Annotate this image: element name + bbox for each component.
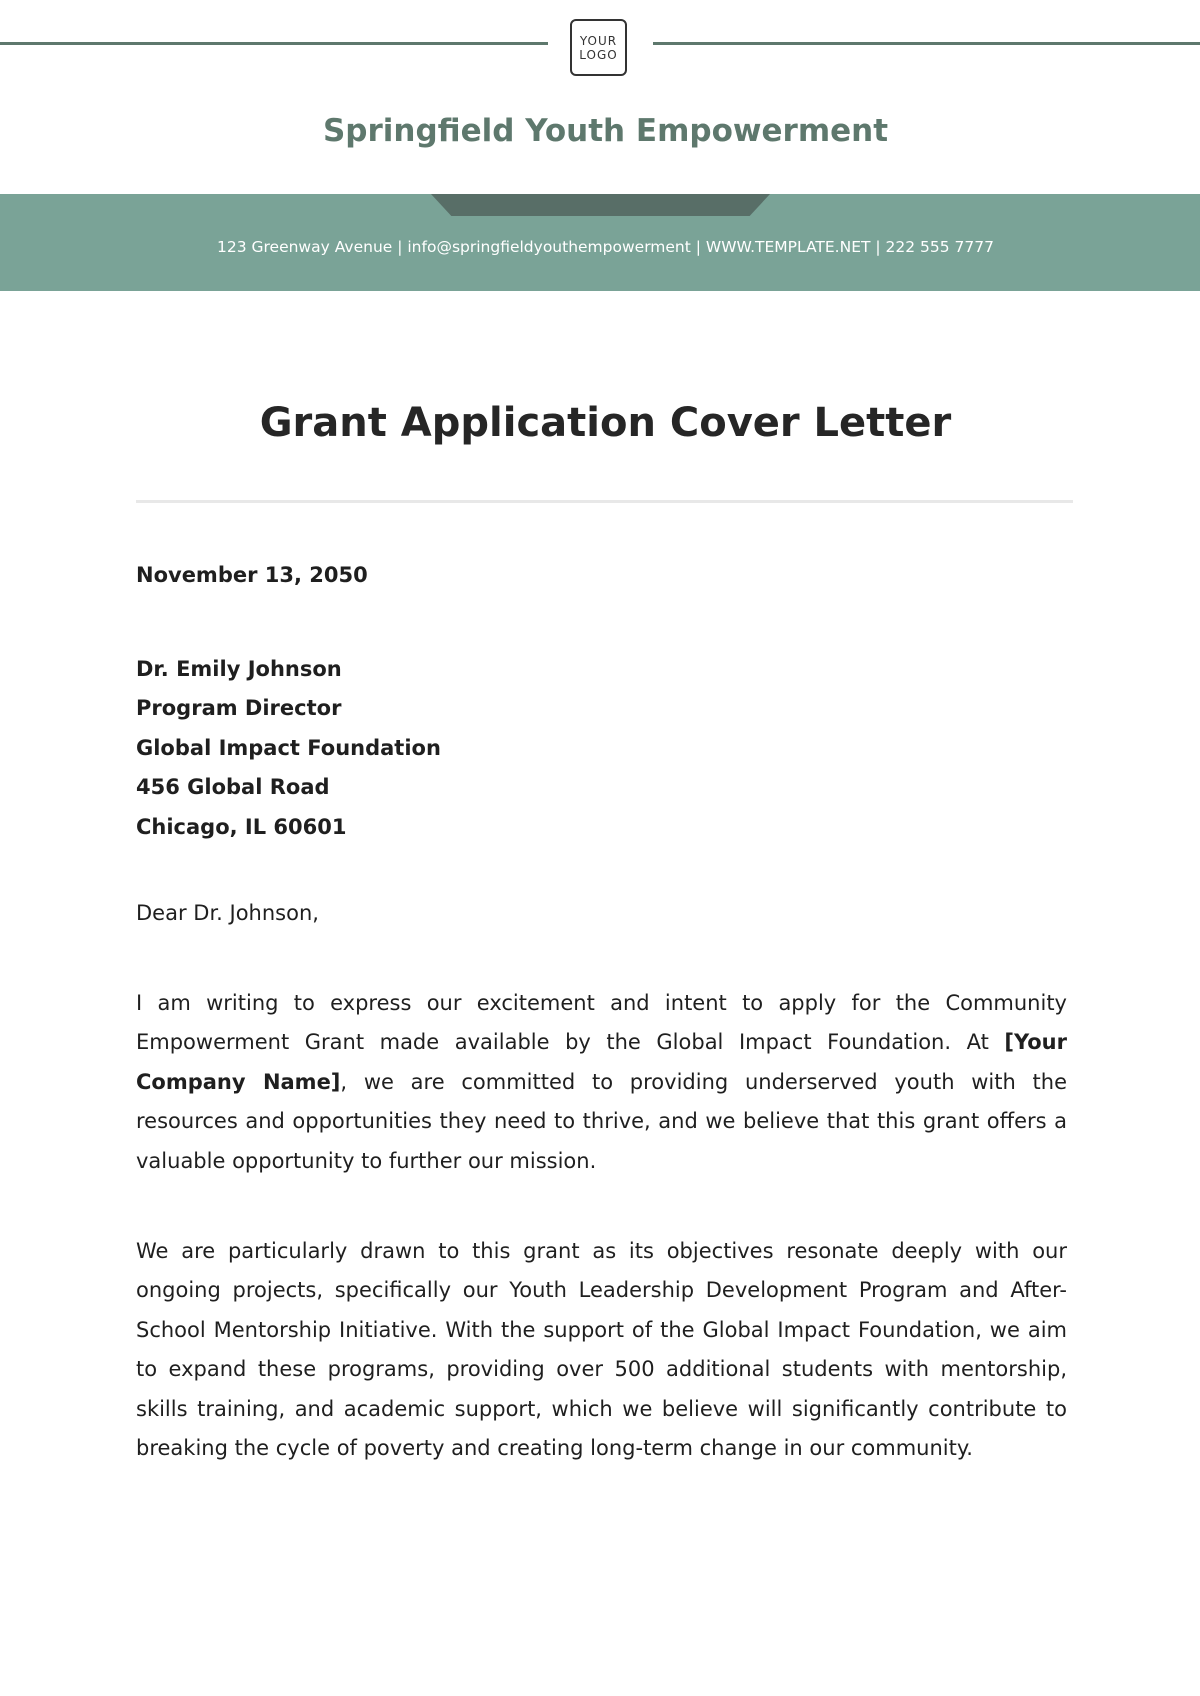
logo-text-line1: YOUR [579, 33, 618, 48]
recipient-block [136, 650, 1067, 847]
header-rule-right [653, 42, 1200, 45]
body-paragraph-2: We are particularly drawn to this grant as its objectives resonate deeply with our ongoing projects, specifically our Youth Leadership Development Program and After-School Mentorship Initiative. With the support of the Global Impact Foundation, we aim to expand these programs, providing over 500 additional students with mentorship, skills training, and academic support, which we believe will significantly contribute to breaking the cycle of poverty and creating long-term change in our community. [136, 1239, 1067, 1461]
title-divider [136, 500, 1073, 503]
recipient-city: Chicago, IL 60601 [136, 814, 347, 839]
recipient-organization: Global Impact Foundation [136, 735, 441, 760]
logo-text-line2: LOGO [579, 47, 618, 62]
contact-band-tab [431, 194, 770, 216]
company-name-placeholder: [Your Company Name] [136, 1030, 1067, 1094]
body-paragraph-1 [136, 984, 1067, 1181]
paragraph-1-end: , we are committed to providing underserved youth with the resources and opportunities they need to thrive, and we believe that this grant offers a valuable opportunity to further our mission. [136, 1069, 1068, 1173]
logo-placeholder [570, 19, 627, 76]
contact-info: 123 Greenway Avenue | info@springfieldyouthempowerment | WWW.TEMPLATE.NET | 222 555 7777 [216, 238, 994, 256]
recipient-street: 456 Global Road [136, 775, 330, 800]
organization-name: Springfield Youth Empowerment [322, 113, 889, 149]
header-rule-left [0, 42, 548, 45]
salutation: Dear Dr. Johnson, [136, 901, 319, 925]
document-title: Grant Application Cover Letter [259, 400, 952, 446]
letter-date: November 13, 2050 [136, 563, 368, 587]
recipient-name: Dr. Emily Johnson [136, 657, 342, 681]
paragraph-1-start: I am writing to express our excitement and intent to apply for the Community Empowerment Grant made available by the Global Impact Foundation. At [136, 991, 1067, 1055]
recipient-role: Program Director [136, 696, 342, 721]
